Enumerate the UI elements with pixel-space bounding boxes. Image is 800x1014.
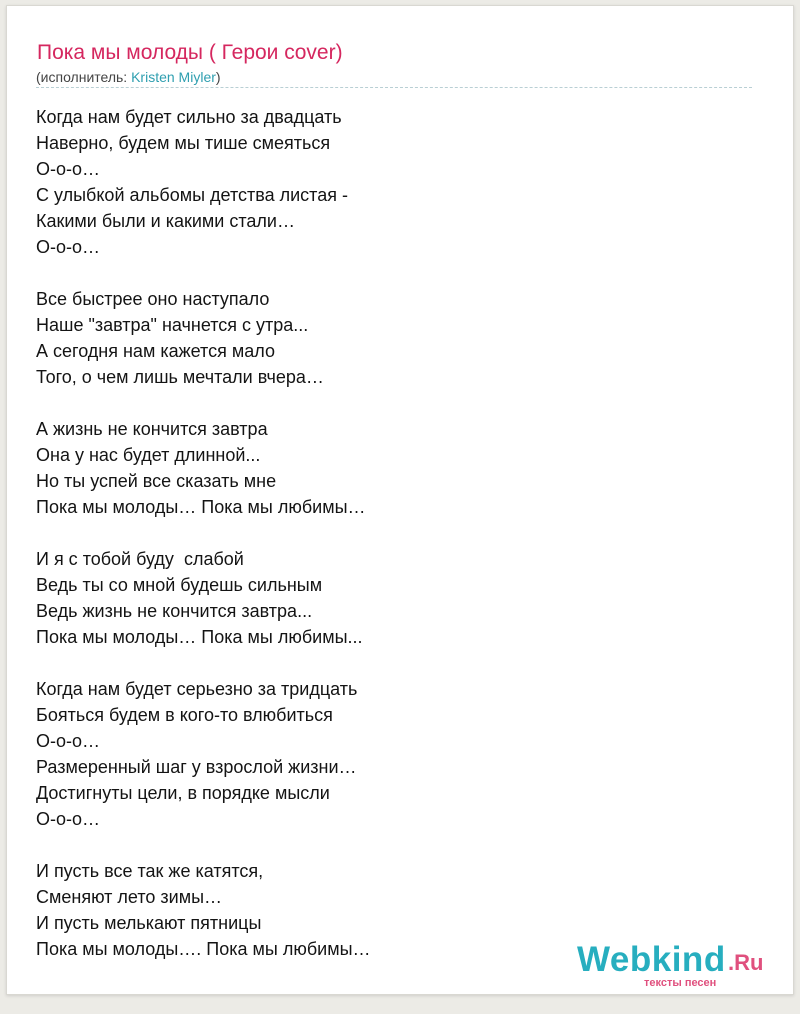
- lyric-line: Ведь жизнь не кончится завтра...: [36, 601, 313, 621]
- artist-prefix: (исполнитель:: [36, 69, 132, 85]
- lyric-line: О-о-о…: [36, 159, 101, 179]
- lyric-line: Но ты успей все сказать мне: [36, 471, 277, 491]
- lyric-line: И пусть все так же катятся,: [36, 861, 264, 881]
- lyric-line: Наверно, будем мы тише смеяться: [36, 133, 331, 153]
- lyric-line: Пока мы молоды… Пока мы любимы...: [36, 627, 363, 647]
- blank-line: [36, 390, 736, 416]
- lyric-line: О-о-о…: [36, 809, 101, 829]
- lyric-line: Наше "завтра" начнется с утра...: [36, 315, 309, 335]
- lyric-line: И пусть мелькают пятницы: [36, 913, 262, 933]
- lyric-line: А сегодня нам кажется мало: [36, 341, 275, 361]
- lyric-line: Бояться будем в кого-то влюбиться: [36, 705, 333, 725]
- artist-line: [36, 68, 221, 86]
- lyric-line: Ведь ты со мной будешь сильным: [36, 575, 323, 595]
- lyric-line: Когда нам будет сильно за двадцать: [36, 107, 342, 127]
- artist-suffix: ): [215, 69, 221, 85]
- blank-line: [36, 260, 736, 286]
- lyric-line: Какими были и какими стали…: [36, 211, 295, 231]
- lyric-line: Достигнуты цели, в порядке мысли: [36, 783, 330, 803]
- lyric-line: С улыбкой альбомы детства листая -: [36, 185, 348, 205]
- blank-line: [36, 650, 736, 676]
- lyric-line: Все быстрее оно наступало: [36, 289, 270, 309]
- lyric-line: Пока мы молоды… Пока мы любимы…: [36, 497, 366, 517]
- lyric-line: Размеренный шаг у взрослой жизни…: [36, 757, 357, 777]
- logo-domain: .Ru: [728, 950, 764, 975]
- blank-line: [36, 520, 736, 546]
- lyric-line: А жизнь не кончится завтра: [36, 419, 268, 439]
- lyric-line: Пока мы молоды…. Пока мы любимы…: [36, 939, 371, 959]
- lyric-line: Того, о чем лишь мечтали вчера…: [36, 367, 324, 387]
- lyric-line: О-о-о…: [36, 237, 101, 257]
- lyric-line: И я с тобой буду слабой: [36, 549, 244, 569]
- site-logo[interactable]: [577, 940, 777, 990]
- artist-link[interactable]: Kristen Miyler: [131, 69, 216, 85]
- song-title: Пока мы молоды ( Герои cover): [37, 41, 343, 64]
- logo-tagline: тексты песен: [644, 977, 717, 989]
- title-divider: [36, 87, 752, 88]
- blank-line: [36, 832, 736, 858]
- lyric-line: Она у нас будет длинной...: [36, 445, 261, 465]
- lyric-line: Сменяют лето зимы…: [36, 887, 223, 907]
- lyrics-text: [36, 104, 736, 962]
- logo-wordmark: Webkind: [577, 940, 726, 979]
- lyric-line: О-о-о…: [36, 731, 101, 751]
- lyric-line: Когда нам будет серьезно за тридцать: [36, 679, 358, 699]
